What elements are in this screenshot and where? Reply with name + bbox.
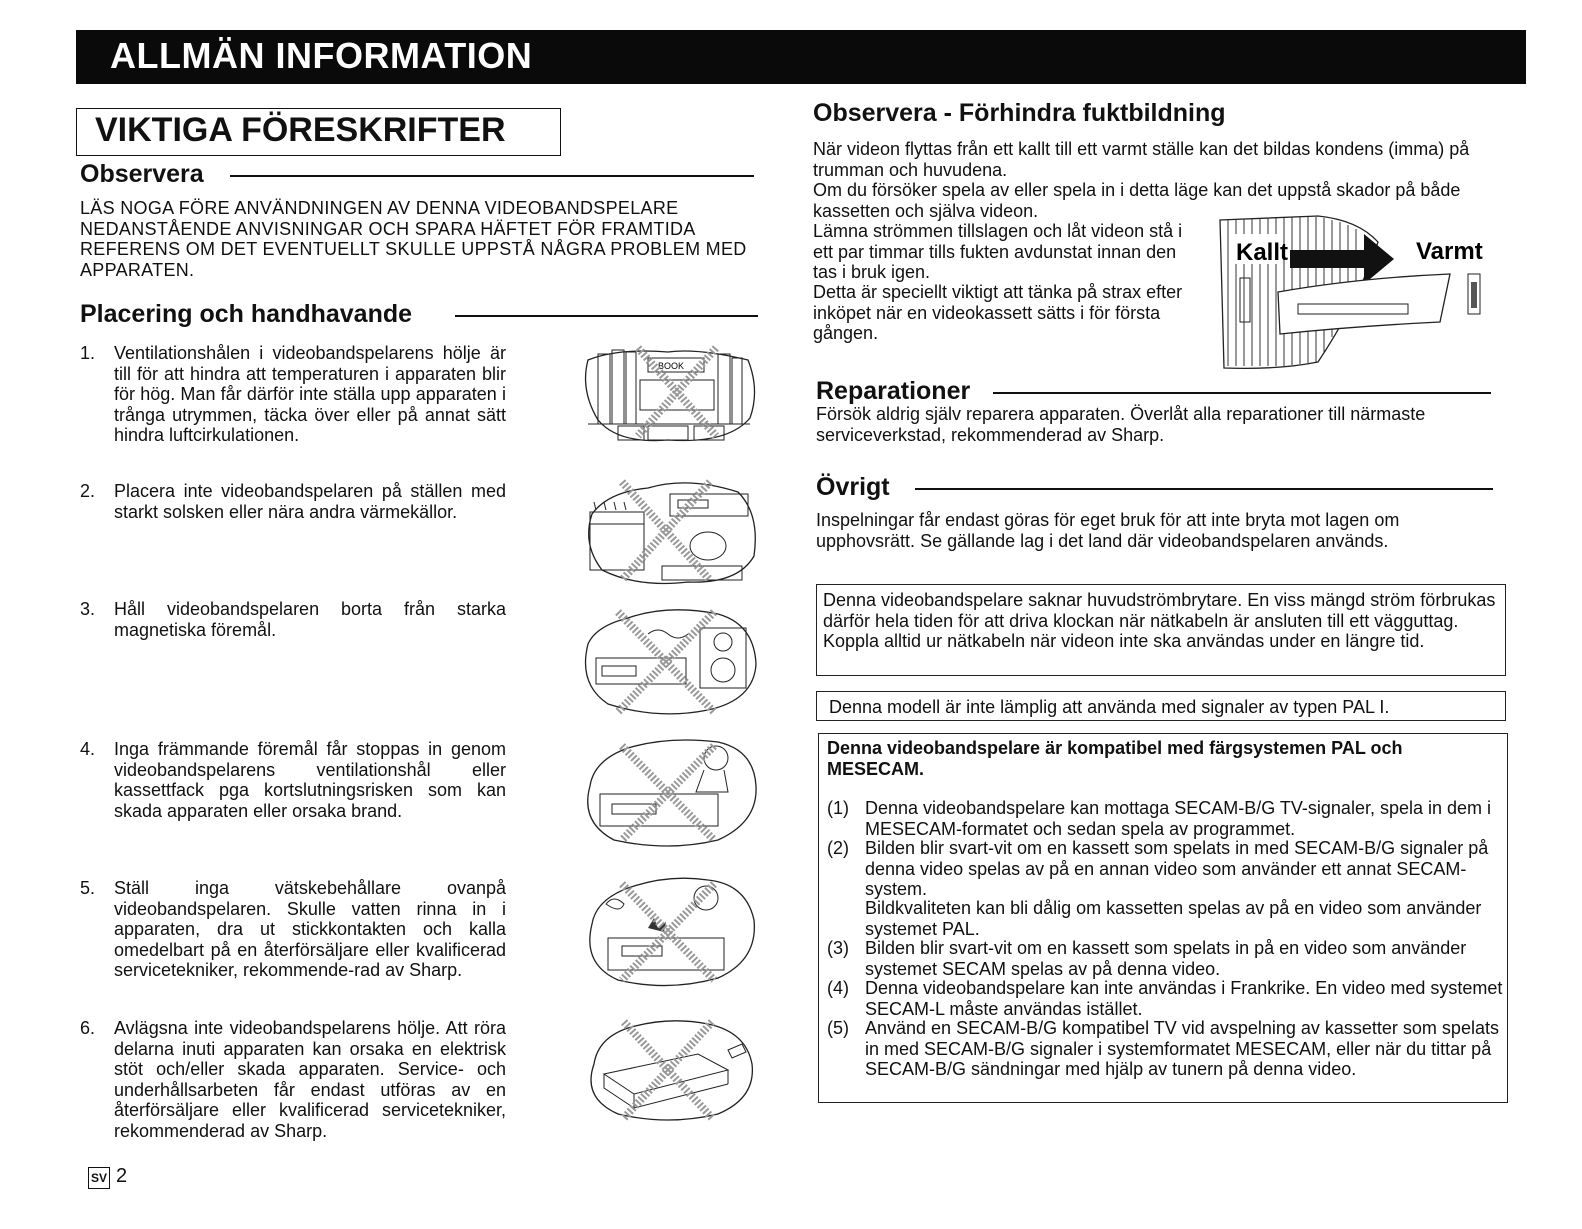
notice-pal-box — [816, 691, 1506, 721]
notice-power-text: Denna videobandspelare saknar huvudströmbrytare. En viss mängd ström förbrukas därför hela tiden för att driva klockan när nätkabeln är ansluten till ett vägguttag. Koppla alltid ur nätkabeln när videon inte ska användas under en längre tid. — [823, 590, 1496, 651]
item-6-text: Avlägsna inte videobandspelarens hölje. Att röra delarna inuti apparaten kan orsaka en elektrisk stöt och/eller skada apparaten. Service- och underhållsarbeten får endast utföras av en återförsäljare eller kvalificerad servicetekniker, rekommenderad av Sharp. — [114, 1018, 506, 1141]
ovrigt-text: Inspelningar får endast göras för eget bruk för att inte bryta mot lagen om upphovsrätt. Se gällande lag i det land där videobandspelaren används. — [816, 510, 1400, 551]
condensation-illustration — [1218, 212, 1500, 372]
compat-item-2b-text: Bildkvaliteten kan bli dålig om kassetten spelas av på en video som använder systemet PAL. — [865, 898, 1482, 939]
notice-power-box — [816, 584, 1506, 676]
compat-item-3-number: (3) — [827, 938, 849, 958]
language-code-badge: SV — [88, 1167, 110, 1189]
compat-item-2b — [827, 898, 1507, 940]
compat-item-2-text: Bilden blir svart-vit om en kassett som spelats in med SECAM-B/G signaler på denna video spelas av på en annan video som använder ett annat SECAM-system. — [865, 838, 1489, 899]
observera-heading: Observera — [80, 160, 204, 188]
banner-title: ALLMÄN INFORMATION — [110, 35, 533, 76]
observera-text: LÄS NOGA FÖRE ANVÄNDNINGEN AV DENNA VIDEOBANDSPELARE NEDANSTÅENDE ANVISNINGAR OCH SPARA HÄFTET FÖR FRAMTIDA REFERENS OM DET EVENTUELLT SKULLE UPPSTÅ NÅGRA PROBLEM MED APPARATEN. — [80, 198, 747, 280]
item-1-number: 1. — [80, 343, 96, 363]
compat-heading: Denna videobandspelare är kompatibel med färgsystemen PAL och MESECAM. — [827, 738, 1403, 779]
ovrigt-heading: Övrigt — [816, 473, 890, 501]
item-3-text: Håll videobandspelaren borta från starka magnetiska föremål. — [114, 599, 506, 640]
reparationer-text: Försök aldrig själv reparera apparaten. Överlåt alla reparationer till närmaste serviceverkstad, rekommenderad av Sharp. — [816, 404, 1426, 445]
reparationer-heading: Reparationer — [816, 377, 971, 405]
placering-heading-rule — [455, 315, 758, 317]
item-2-number: 2. — [80, 481, 96, 501]
item-3-number: 3. — [80, 599, 96, 619]
compat-item-5 — [827, 1018, 1507, 1100]
compat-item-3 — [827, 938, 1507, 980]
section-banner — [76, 30, 1526, 84]
compat-item-4 — [827, 978, 1507, 1020]
reparationer-heading-rule — [993, 392, 1491, 394]
compat-item-5-number: (5) — [827, 1018, 849, 1038]
kallt-label: Kallt — [1236, 239, 1289, 266]
fukt-text-1: När videon flyttas från ett kallt till ett varmt ställe kan det bildas kondens (imma) på trumman och huvudena. — [813, 139, 1470, 180]
observera-heading-rule — [230, 175, 754, 177]
notice-pal-text: Denna modell är inte lämplig att använda med signaler av typen PAL I. — [829, 697, 1390, 717]
cover-removal-illustration — [578, 1014, 760, 1126]
compat-item-2 — [827, 838, 1507, 900]
item-5-text: Ställ inga vätskebehållare ovanpå videobandspelaren. Skulle vatten rinna in i apparaten, dra ut stickkontakten och kalla omedelbart på en återförsäljare eller kvalificerad servicetekniker, rekommende-rad av Sharp. — [114, 878, 506, 980]
liquid-illustration — [578, 874, 760, 990]
page-number: 2 — [116, 1165, 128, 1187]
ovrigt-heading-rule — [915, 488, 1493, 490]
compat-item-3-text: Bilden blir svart-vit om en kassett som spelats in på en video som använder systemet SECAM spelas av på denna video. — [865, 938, 1467, 979]
compat-item-4-text: Denna videobandspelare kan inte användas i Frankrike. En video med systemet SECAM-L måste användas istället. — [865, 978, 1503, 1019]
varmt-label: Varmt — [1416, 238, 1483, 265]
fukt-text-2: Om du försöker spela av eller spela in i detta läge kan det uppstå skador på både kassetten och själva videon. — [813, 180, 1461, 221]
important-rules-title-box — [76, 108, 561, 156]
item-5-number: 5. — [80, 878, 96, 898]
compat-item-4-number: (4) — [827, 978, 849, 998]
item-6-number: 6. — [80, 1018, 96, 1038]
compat-item-2-number: (2) — [827, 838, 849, 858]
important-rules-title: VIKTIGA FÖRESKRIFTER — [95, 111, 506, 149]
magnet-illustration — [578, 604, 760, 720]
compat-item-5-text: Använd en SECAM-B/G kompatibel TV vid avspelning av kassetter som spelats in med SECAM-B/G signaler i systemformatet MESECAM, eller när du tittar på SECAM-B/G sändningar med hjälp av tunern på denna video. — [865, 1018, 1499, 1079]
fukt-text-4: Detta är speciellt viktigt att tänka på strax efter inköpet när en videokassett sätts i för första gången. — [813, 282, 1183, 343]
compat-item-1-text: Denna videobandspelare kan mottaga SECAM-B/G TV-signaler, spela in dem i MESECAM-formatet och sedan spela av programmet. — [865, 798, 1492, 839]
item-4-number: 4. — [80, 739, 96, 759]
compat-box — [818, 733, 1508, 1103]
fukt-heading: Observera - Förhindra fuktbildning — [813, 99, 1226, 127]
item-4-text: Inga främmande föremål får stoppas in genom videobandspelarens ventilationshål eller kassettfack pga kortslutningsrisken som kan skada apparaten eller orsaka brand. — [114, 739, 506, 821]
compat-item-1 — [827, 798, 1507, 840]
item-2-text: Placera inte videobandspelaren på ställen med starkt solsken eller nära andra värmekällor. — [114, 481, 506, 522]
sun-heat-illustration — [578, 474, 760, 588]
placering-heading: Placering och handhavande — [80, 300, 413, 328]
shelf-illustration — [578, 340, 760, 446]
book-label: BOOK — [658, 361, 685, 371]
compat-item-1-number: (1) — [827, 798, 849, 818]
fukt-text-3: Lämna strömmen tillslagen och låt videon stå i ett par timmar tills fukten avdunstat innan den tas i bruk igen. — [813, 221, 1183, 282]
item-1-text: Ventilationshålen i videobandspelarens hölje är till för att hindra att temperaturen i apparaten blir för hög. Man får därför inte ställa upp apparaten i trånga utrymmen, täcka över eller på annat sätt hindra luftcirkulationen. — [114, 343, 506, 445]
foreign-object-illustration — [578, 736, 760, 850]
